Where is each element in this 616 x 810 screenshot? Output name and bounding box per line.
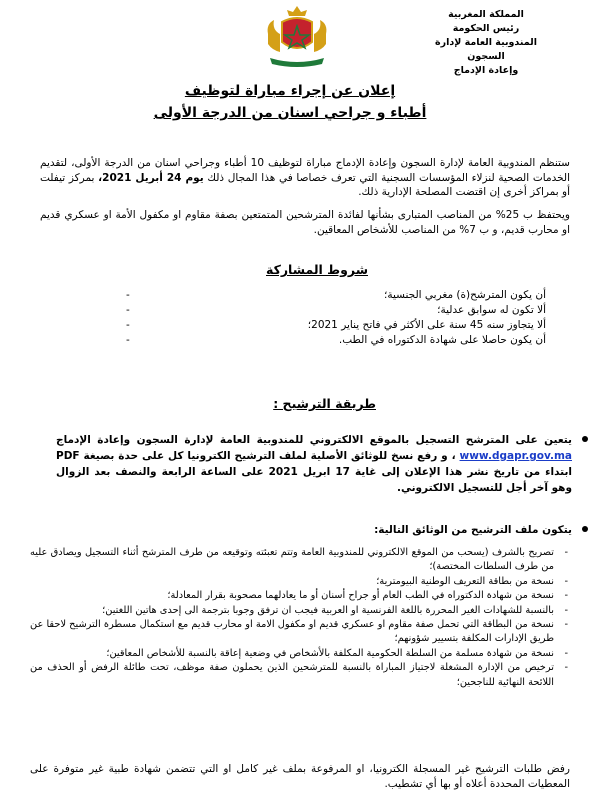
condition-item: ألا يتجاوز سنه 45 سنة على الأكثر في فاتح يناير 2021؛ - xyxy=(126,319,546,331)
intro-paragraph-2: ويحتفظ ب 25% من المناصب المتبارى بشأنها لفائدة المترشحين المتمتعين بصفة مقاوم او مكفول الأمة او عسكري قديم او محارب قديم، و ب 7% من المناصب للأشخاص المعاقين. xyxy=(40,209,571,236)
condition-item: أن يكون حاصلا على شهادة الدكتوراه في الطب. - xyxy=(126,334,546,346)
header-government: رئيس الحكومة xyxy=(452,23,520,34)
document-item: - بالنسبة للشهادات الغير المحررة باللغة الفرنسية او العربية فيجب ان ترفق وجوبا بترجمة الى إحدى هاتين اللغتين؛ xyxy=(30,604,570,618)
procedure-heading: طريقة الترشيح : xyxy=(273,396,376,411)
conditions-heading: شروط المشاركة xyxy=(266,262,368,277)
header-kingdom: المملكة المغربية xyxy=(448,9,524,20)
condition-item: أن يكون المترشح(ة) مغربي الجنسية؛ - xyxy=(126,289,546,301)
title-line-2: أطباء و جراحي اسنان من الدرجة الأولى xyxy=(153,105,427,121)
header-delegation: المندوبية العامة لإدارة السجون xyxy=(435,37,537,62)
documents-list xyxy=(30,546,570,690)
bullet-icon xyxy=(582,526,588,532)
announcement-title xyxy=(110,80,470,124)
bullet-icon xyxy=(582,436,588,442)
issuing-authority xyxy=(416,8,556,78)
required-documents-heading: يتكون ملف الترشيح من الوثائق التالية: xyxy=(56,522,572,538)
intro-paragraph-1: ستنظم المندوبية العامة لإدارة السجون وإعادة الإدماج مباراة لتوظيف 10 أطباء وجراحي اسنان من الدرجة الأولى، لتقديم الخدمات الصحية لنزلاء المؤسسات السجنية التي تعرف خصاصا في هذا المجال ذلك يوم 24 أبريل 2021، بمركز تيفلت أو بمراكز أخرى إن اقتضت المصلحة الإدارية ذلك. xyxy=(40,157,570,198)
rejection-notice: رفض طلبات الترشيح غير المسجلة الكترونيا، او المرفوعة بملف غير كامل او التي تتضمن شهادة طبية غير متوفرة على المعطيات المحددة أعلاه أو بها أي تشطيب. xyxy=(30,763,570,790)
document-item: - نسخة من شهادة مسلمة من السلطة الحكومية المكلفة بالأشخاص في وضعية إعاقة بالنسبة للأشخاص المعاقين؛ xyxy=(30,647,570,661)
document-item: - نسخة من شهادة الدكتوراه في الطب العام أو جراح أسنان أو ما يعادلهما مصحوبة بقرار المعادلة؛ xyxy=(30,589,570,603)
header-reintegration: وإعادة الإدماج xyxy=(453,65,519,76)
coat-of-arms-emblem xyxy=(262,4,332,70)
condition-item: ألا تكون له سوابق عدلية؛ - xyxy=(126,304,546,316)
exam-date: يوم 24 أبريل 2021، xyxy=(98,171,204,184)
dgapr-website-link[interactable]: www.dgapr.gov.ma xyxy=(459,450,572,462)
title-line-1: إعلان عن إجراء مباراة لتوظيف xyxy=(184,83,396,99)
conditions-list xyxy=(126,288,546,348)
document-item: - نسخة من بطاقة التعريف الوطنية البيومترية؛ xyxy=(30,575,570,589)
document-item: - تصريح بالشرف (يسحب من الموقع الالكتروني للمندوبية العامة وتتم تعبئته وتوقيعه من طرف المترشح أثناء التسجيل ويصادق عليه من طرف السلطات المختصة)؛ xyxy=(30,546,570,575)
document-item: - نسخة من البطاقة التي تحمل صفة مقاوم او عسكري قديم او مكفول الامة او محارب قديم مع استكمال مسطرة الترشيح لاحقا عن طريق الإدارات المكلفة بتسيير شؤونهم؛ xyxy=(30,618,570,647)
registration-instructions: يتعين على المترشح التسجيل بالموقع الالكتروني للمندوبية العامة لإدارة السجون وإعادة الإدماج www.dgapr.gov.ma ، و رفع نسخ للوثائق الأصلية لملف الترشيح الكترونيا كل على حدة بصيغة PDF ابتداء من تاريخ نشر هذا الإعلان إلى غاية 17 ابريل 2021 على الساعة الرابعة والنصف بعد الزوال وهو آخر أجل للتسجيل الالكتروني. xyxy=(56,432,572,496)
document-item: - ترخيص من الإدارة المشغلة لاجتياز المباراة بالنسبة للمترشحين الذين يحملون صفة موظف، تحت طائلة الرفض أو الحذف من اللائحة النهائية للناجحين؛ xyxy=(30,661,570,690)
